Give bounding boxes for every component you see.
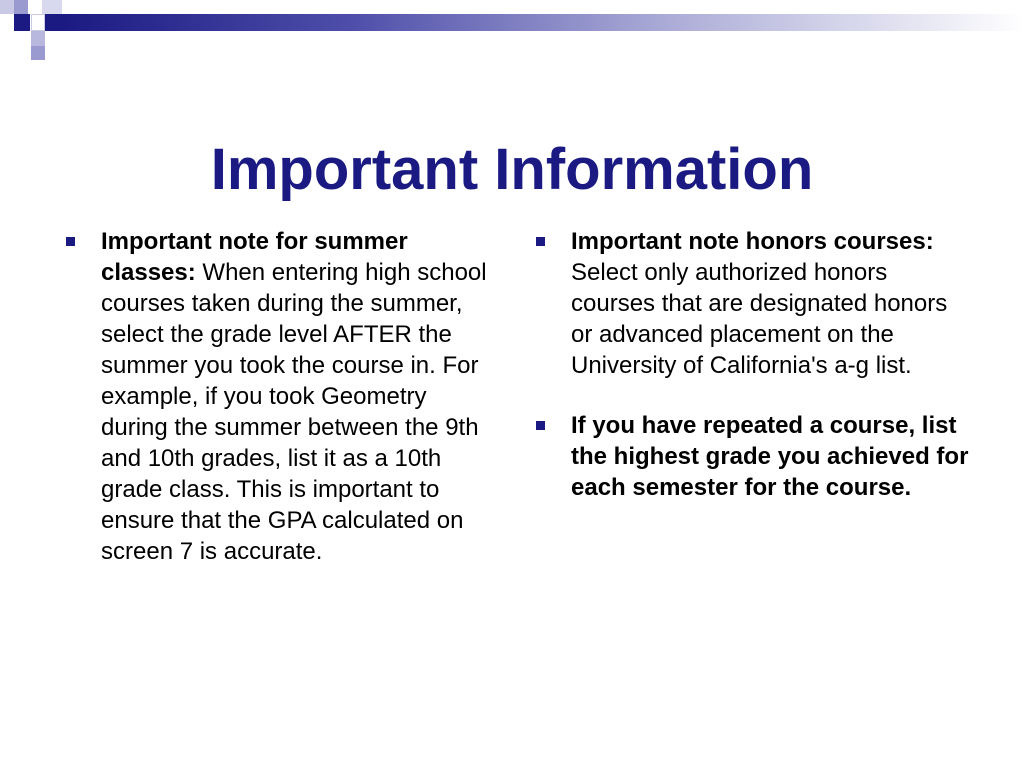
bullet-summer-classes [62, 226, 492, 567]
square-bullet-icon [536, 421, 545, 430]
bullet-body-text: Select only authorized honors courses that are designated honors or advanced placement on the University of California's a-g list. [571, 259, 948, 379]
square-bullet-icon [536, 237, 545, 246]
slide-title: Important Information [210, 136, 814, 202]
decorative-square [14, 14, 30, 31]
right-column [532, 226, 972, 503]
left-column [62, 226, 492, 567]
decorative-square [0, 0, 14, 14]
gradient-bar [62, 14, 1024, 31]
decorative-square [42, 0, 62, 14]
square-bullet-icon [66, 237, 75, 246]
decorative-square [31, 14, 45, 31]
bullet-bold-text: Important note honors courses: [571, 228, 934, 255]
bullet-bold-text: If you have repeated a course, list the highest grade you achieved for each semester for the course. [571, 412, 969, 501]
decorative-square [45, 14, 62, 31]
bullet-repeated-course [532, 410, 972, 503]
decorative-square [14, 0, 28, 14]
decorative-square [31, 31, 45, 46]
bullet-body-text: When entering high school courses taken during the summer, select the grade level AFTER the summer you took the course in. For example, if you took Geometry during the summer between the 9th and 10th grades, list it as a 10th grade class. This is important to ensure that the GPA calculated on screen 7 is accurate. [101, 259, 487, 565]
bullet-honors-courses [532, 226, 972, 381]
decorative-square [31, 46, 45, 60]
bullet-bold-text: Important note for summer classes: [101, 228, 408, 286]
header-decoration [0, 0, 1024, 64]
